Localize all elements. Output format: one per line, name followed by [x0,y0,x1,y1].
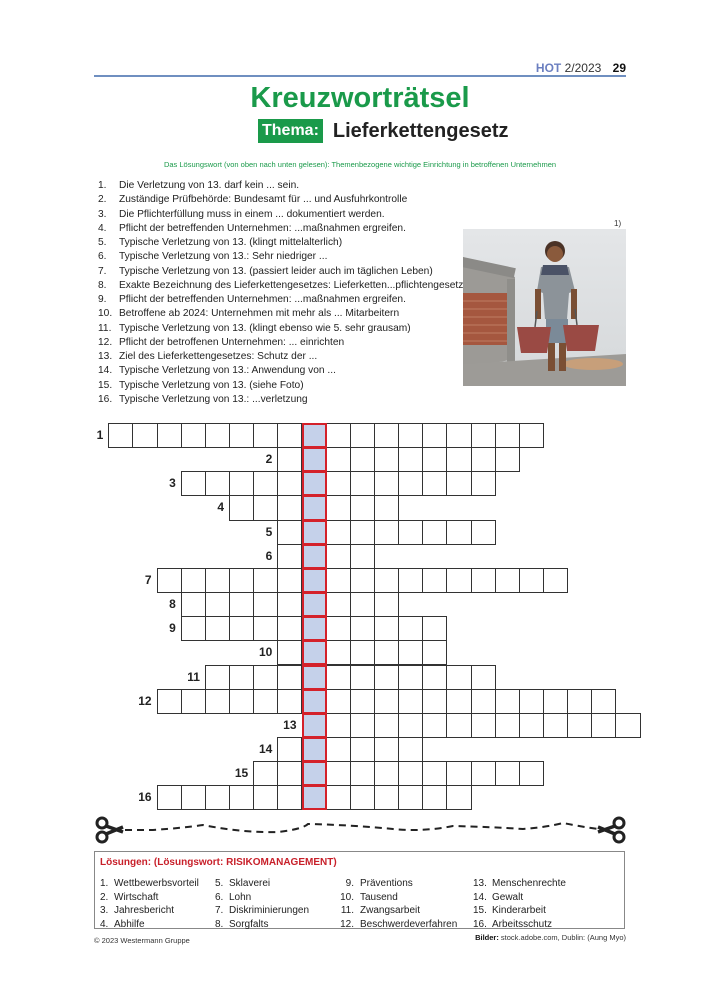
solution-number: 10. [340,891,354,903]
crossword-cell[interactable] [326,640,351,665]
crossword-cell[interactable] [350,544,375,569]
crossword-cell[interactable] [374,761,399,786]
crossword-cell[interactable] [277,520,302,545]
crossword-cell[interactable] [374,423,399,448]
crossword-cell[interactable] [374,592,399,617]
crossword-cell[interactable] [374,447,399,472]
clue-text: Typische Verletzung von 13. (passiert leider auch im täglichen Leben) [119,265,433,277]
solution-number: 9. [345,878,354,889]
crossword-cell[interactable] [422,616,447,641]
solution-item [215,918,309,932]
crossword-cell[interactable] [350,495,375,520]
crossword-cell[interactable] [446,785,471,810]
crossword-cell[interactable] [326,520,351,545]
crossword-cell[interactable] [374,520,399,545]
crossword-cell[interactable] [422,713,447,738]
clue-text: Typische Verletzung von 13.: ...verletzung [119,393,308,405]
crossword-cell[interactable] [205,785,230,810]
solution-word: Sorgfalts [229,918,269,930]
crossword-cell[interactable] [132,423,157,448]
crossword-cell[interactable] [229,423,254,448]
crossword-cell[interactable] [374,785,399,810]
solution-item [215,891,309,905]
solutions-column [215,877,309,931]
clue-number: 12. [98,336,113,348]
row-number: 6 [265,548,273,563]
crossword-cell[interactable] [471,423,496,448]
crossword-cell[interactable] [398,785,423,810]
solution-word: Sklaverei [229,878,271,889]
solution-cell[interactable] [302,737,327,762]
crossword-cell[interactable] [326,713,351,738]
crossword-cell[interactable] [350,761,375,786]
crossword-cell[interactable] [253,616,278,641]
crossword-cell[interactable] [229,568,254,593]
row-number: 15 [234,766,249,781]
crossword-cell[interactable] [374,495,399,520]
crossword-cell[interactable] [471,568,496,593]
row-number: 16 [138,790,152,805]
crossword-cell[interactable] [157,423,182,448]
crossword-cell[interactable] [350,592,375,617]
crossword-cell[interactable] [398,689,423,714]
clue-text: Ziel des Lieferkettengesetzes: Schutz der ... [119,351,318,362]
crossword-cell[interactable] [422,520,447,545]
solution-cell[interactable] [302,640,327,665]
solution-word: Zwangsarbeit [360,905,421,916]
crossword-cell[interactable] [253,665,278,690]
crossword-cell[interactable] [495,423,520,448]
solution-number: 1. [100,878,109,889]
crossword-cell[interactable] [398,640,423,665]
crossword-cell[interactable] [277,447,302,472]
crossword-cell[interactable] [398,616,423,641]
solution-cell[interactable] [302,689,327,714]
crossword-cell[interactable] [374,471,399,496]
clue-text: Exakte Bezeichnung des Lieferkettengesetzes: Lieferketten...pflichtengesetz [119,279,464,291]
crossword-cell[interactable] [374,737,399,762]
crossword-cell[interactable] [495,713,520,738]
solution-item [335,877,457,891]
crossword-cell[interactable] [326,616,351,641]
crossword-cell[interactable] [181,471,206,496]
crossword-cell[interactable] [374,616,399,641]
crossword-cell[interactable] [446,761,471,786]
row-number: 4 [217,500,225,515]
solution-cell[interactable] [302,544,327,569]
crossword-cell[interactable] [471,471,496,496]
crossword-cell[interactable] [374,640,399,665]
solution-cell[interactable] [302,568,327,593]
credits-text: stock.adobe.com, Dublin: (Aung Myo) [498,933,626,942]
crossword-cell[interactable] [519,689,544,714]
crossword-cell[interactable] [350,447,375,472]
clue-text: Typische Verletzung von 13. (klingt ebenso wie 5. sehr grausam) [119,322,411,334]
crossword-cell[interactable] [567,713,592,738]
solution-number: 6. [215,891,224,903]
solution-item [100,877,199,891]
credits-label: Bilder: [475,933,499,942]
solutions-box [94,851,625,929]
row-number: 14 [258,741,273,756]
crossword-cell[interactable] [471,520,496,545]
clue-number: 16. [98,393,113,405]
solution-number: 16. [473,918,487,930]
solution-cell[interactable] [302,423,327,448]
solution-item [100,891,199,905]
solution-number: 14. [473,891,487,903]
crossword-cell[interactable] [374,568,399,593]
crossword-cell[interactable] [326,471,351,496]
crossword-cell[interactable] [519,568,544,593]
solution-item [473,904,566,918]
crossword-cell[interactable] [398,737,423,762]
crossword-cell[interactable] [277,689,302,714]
crossword-cell[interactable] [181,592,206,617]
clue-number: 15. [98,379,113,391]
solution-cell[interactable] [302,495,327,520]
clue-number: 8. [98,279,107,291]
crossword-cell[interactable] [326,689,351,714]
crossword-cell[interactable] [253,495,278,520]
solution-word: Jahresbericht [114,905,175,916]
photo-reference: 1) [614,219,622,228]
row-number: 9 [169,621,176,636]
cut-line [93,815,628,845]
crossword-cell[interactable] [229,616,254,641]
crossword-cell[interactable] [253,785,278,810]
crossword-cell[interactable] [495,689,520,714]
clue-text: Typische Verletzung von 13.: Anwendung von ... [119,365,336,377]
crossword-cell[interactable] [277,568,302,593]
solution-number: 15. [473,905,487,916]
solution-cell[interactable] [302,616,327,641]
solution-number: 7. [215,905,224,916]
page-title: Kreuzworträtsel [250,82,470,114]
crossword-cell[interactable] [326,761,351,786]
solution-word: Gewalt [492,891,524,903]
solution-item [335,904,457,918]
row-number: 8 [169,597,176,612]
scissors-icon [598,818,624,842]
row-number: 7 [144,572,152,587]
crossword-cell[interactable] [350,568,375,593]
crossword-cell[interactable] [422,761,447,786]
solution-number: 3. [100,905,109,916]
crossword-cell[interactable] [326,592,351,617]
crossword-cell[interactable] [277,471,302,496]
crossword-cell[interactable] [157,568,182,593]
crossword-cell[interactable] [326,544,351,569]
crossword-cell[interactable] [350,665,375,690]
crossword-cell[interactable] [591,689,616,714]
crossword-cell[interactable] [471,761,496,786]
crossword-cell[interactable] [495,447,520,472]
crossword-cell[interactable] [398,665,423,690]
crossword-cell[interactable] [446,568,471,593]
crossword-cell[interactable] [446,520,471,545]
solution-item [215,877,309,891]
crossword-cell[interactable] [495,761,520,786]
solution-number: 11. [340,905,354,916]
row-number: 5 [265,524,273,539]
crossword-cell[interactable] [253,689,278,714]
crossword-cell[interactable] [471,447,496,472]
crossword-cell[interactable] [229,689,254,714]
crossword-cell[interactable] [277,544,302,569]
clue-number: 1. [98,180,107,191]
solution-word: Abhilfe [114,918,145,930]
crossword-cell[interactable] [181,616,206,641]
crossword-cell[interactable] [422,568,447,593]
crossword-cell[interactable] [350,713,375,738]
clue-number: 3. [98,208,107,220]
crossword-cell[interactable] [326,737,351,762]
crossword-cell[interactable] [446,447,471,472]
solution-word: Wirtschaft [114,891,159,903]
crossword-cell[interactable] [326,785,351,810]
clue-number: 10. [98,308,113,320]
crossword-cell[interactable] [615,713,640,738]
crossword-cell[interactable] [181,423,206,448]
solution-cell[interactable] [302,447,327,472]
crossword-cell[interactable] [205,689,230,714]
solution-item [473,877,566,891]
solutions-column [473,877,566,931]
crossword-cell[interactable] [181,689,206,714]
solution-word: Präventions [360,878,413,889]
magazine-name: HOT [535,61,562,75]
solutions-column [100,877,199,931]
row-number: 11 [187,669,200,684]
crossword-cell[interactable] [471,689,496,714]
clue-text: Typische Verletzung von 13.: Sehr niedriger ... [119,251,328,263]
solution-cell[interactable] [302,713,327,738]
solution-word: Arbeitsschutz [492,918,553,930]
crossword-cell[interactable] [326,568,351,593]
clue-text: Zuständige Prüfbehörde: Bundesamt für ... und Ausfuhrkontrolle [119,194,408,206]
crossword-cell[interactable] [374,713,399,738]
clue-number: 14. [98,365,113,377]
clue-number: 7. [98,265,107,277]
solution-item [100,918,199,932]
crossword-cell[interactable] [591,713,616,738]
crossword-cell[interactable] [277,495,302,520]
crossword-cell[interactable] [253,568,278,593]
crossword-cell[interactable] [519,713,544,738]
crossword-cell[interactable] [422,423,447,448]
crossword-cell[interactable] [350,689,375,714]
solution-cell[interactable] [302,592,327,617]
crossword-cell[interactable] [398,520,423,545]
crossword-cell[interactable] [229,471,254,496]
clue-text: Pflicht der betroffenen Unternehmen: ... einrichten [119,336,345,348]
crossword-cell[interactable] [205,423,230,448]
crossword-cell[interactable] [205,471,230,496]
crossword-cell[interactable] [495,568,520,593]
clue-number: 13. [98,351,113,362]
clue-text: Betroffene ab 2024: Unternehmen mit mehr als ... Mitarbeitern [119,308,400,320]
solution-number: 13. [473,878,487,889]
clue-text: Die Verletzung von 13. darf kein ... sein. [119,180,300,191]
crossword-cell[interactable] [277,423,302,448]
crossword-cell[interactable] [446,471,471,496]
clue-text: Typische Verletzung von 13. (siehe Foto) [119,379,304,391]
solution-word: Menschenrechte [492,878,566,889]
solution-cell[interactable] [302,785,327,810]
solutions-column [335,877,457,931]
image-credits [475,933,626,942]
crossword-cell[interactable] [277,640,302,665]
crossword-cell[interactable] [277,785,302,810]
solution-cell[interactable] [302,471,327,496]
solution-number: 12. [340,918,354,930]
crossword-cell[interactable] [422,785,447,810]
crossword-cell[interactable] [277,737,302,762]
crossword-cell[interactable] [446,665,471,690]
crossword-cell[interactable] [446,689,471,714]
crossword-cell[interactable] [157,785,182,810]
crossword-cell[interactable] [181,785,206,810]
solution-item [335,891,457,905]
solution-item [100,904,199,918]
solution-word: Lohn [229,891,252,903]
solution-number: 4. [100,918,109,930]
clue-number: 6. [98,251,107,263]
crossword-cell[interactable] [350,737,375,762]
crossword-cell[interactable] [229,665,254,690]
crossword-cell[interactable] [446,423,471,448]
crossword-cell[interactable] [350,785,375,810]
crossword-cell[interactable] [205,616,230,641]
crossword-cell[interactable] [350,616,375,641]
solution-word: Wettbewerbsvorteil [114,878,199,889]
solution-cell[interactable] [302,665,327,690]
crossword-cell[interactable] [422,471,447,496]
crossword-cell[interactable] [422,640,447,665]
crossword-cell[interactable] [350,471,375,496]
crossword-cell[interactable] [398,761,423,786]
crossword-cell[interactable] [519,761,544,786]
solution-item [473,891,566,905]
crossword-cell[interactable] [108,423,133,448]
crossword-cell[interactable] [277,616,302,641]
clue-number: 4. [98,222,107,234]
crossword-cell[interactable] [181,568,206,593]
crossword-cell[interactable] [277,665,302,690]
crossword-cell[interactable] [229,785,254,810]
crossword-cell[interactable] [398,568,423,593]
row-number: 1 [96,428,104,442]
page-number: 29 [612,61,626,75]
crossword-cell[interactable] [326,665,351,690]
solution-item [215,904,309,918]
crossword-cell[interactable] [253,471,278,496]
crossword-cell[interactable] [253,423,278,448]
crossword-cell[interactable] [253,761,278,786]
crossword-cell[interactable] [326,495,351,520]
crossword-cell[interactable] [229,495,254,520]
clue-number: 5. [98,237,107,248]
crossword-cell[interactable] [446,713,471,738]
crossword-cell[interactable] [422,689,447,714]
crossword-cell[interactable] [205,665,230,690]
row-number: 12 [138,693,152,708]
crossword-cell[interactable] [422,665,447,690]
row-number: 13 [283,717,297,732]
solutions-heading: Lösungen: (Lösungswort: RISIKOMANAGEMENT) [100,857,337,868]
solution-word: Beschwerdeverfahren [360,918,458,930]
clue-text: Die Pflichterfüllung muss in einem ... dokumentiert werden. [119,208,385,220]
crossword-cell[interactable] [398,713,423,738]
crossword-cell[interactable] [471,665,496,690]
crossword-cell[interactable] [229,592,254,617]
crossword-cell[interactable] [350,520,375,545]
theme-topic: Lieferkettengesetz [332,119,509,142]
crossword-cell[interactable] [567,689,592,714]
solution-word: Diskriminierungen [229,905,310,916]
crossword-cell[interactable] [398,471,423,496]
copyright: © 2023 Westermann Gruppe [94,936,190,945]
theme-tag: Thema: [258,119,323,143]
solution-number: 2. [100,891,109,903]
crossword-cell[interactable] [422,447,447,472]
crossword-cell[interactable] [326,447,351,472]
crossword-cell[interactable] [253,592,278,617]
crossword-cell[interactable] [519,423,544,448]
crossword-cell[interactable] [374,665,399,690]
crossword-cell[interactable] [543,713,568,738]
solution-word: Kinderarbeit [492,905,546,916]
clue-text: Pflicht der betreffenden Unternehmen: ...maßnahmen ergreifen. [119,294,406,305]
crossword-cell[interactable] [205,592,230,617]
row-number: 3 [169,476,176,491]
solution-cell[interactable] [302,761,327,786]
row-number: 2 [265,452,273,467]
solution-word: Tausend [360,891,398,903]
solution-item [473,918,566,932]
solution-cell[interactable] [302,520,327,545]
solution-hint: Das Lösungswort (von oben nach unten gelesen): Themenbezogene wichtige Einrichtung in betroffenen Unternehmen [163,160,557,169]
clue-text: Typische Verletzung von 13. (klingt mittelalterlich) [119,237,343,248]
crossword-cell[interactable] [277,761,302,786]
crossword-cell[interactable] [350,640,375,665]
crossword-cell[interactable] [398,447,423,472]
crossword-cell[interactable] [326,423,351,448]
clue-text: Pflicht der betreffenden Unternehmen: ...maßnahmen ergreifen. [119,222,406,234]
solution-number: 8. [215,918,224,930]
crossword-cell[interactable] [471,713,496,738]
issue-number: 2/2023 [564,61,602,75]
clue-number: 2. [98,194,107,206]
clue-number: 11. [98,322,112,334]
row-number: 10 [258,645,273,660]
crossword-cell[interactable] [543,568,568,593]
crossword-cell[interactable] [277,592,302,617]
solution-item [335,918,457,932]
crossword-cell[interactable] [205,568,230,593]
crossword-cell[interactable] [374,689,399,714]
crossword-cell[interactable] [157,689,182,714]
crossword-cell[interactable] [398,423,423,448]
crossword-cell[interactable] [543,689,568,714]
clue-number: 9. [98,294,107,305]
crossword-cell[interactable] [350,423,375,448]
solution-number: 5. [215,878,224,889]
scissors-icon [97,818,123,842]
